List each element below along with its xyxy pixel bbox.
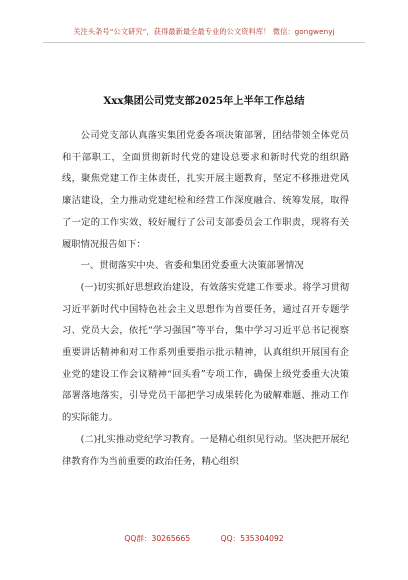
document-body: [62, 125, 349, 472]
paragraph-intro: 公司党支部认真落实集团党委各项决策部署，团结带领全体党员和干部职工，全面贯彻新时代党的建设总要求和新时代党的组织路线，聚焦党建工作主体责任，扎实开展主题教育，坚定不移推进党风廉洁建设，全力推动党建纪检和经营工作深度融合、统筹发展，取得了一定的工作实效，较好履行了公司支部委员会工作职责，现将有关履职情况报告如下：: [62, 130, 349, 250]
page-footer: [0, 533, 408, 544]
footer-qq: QQ：535304092: [220, 534, 284, 543]
footer-qq-group: QQ群：30265665: [124, 534, 191, 543]
paragraph-political-building: (一)切实抓好思想政治建设，有效落实党建工作要求。将学习贯彻习近平新时代中国特色社会主义思想作为首要任务，通过召开专题学习、党员大会，依托“学习强国”等平台，集中学习习近平总书记视察重要讲话精神和对工作系列重要指示批示精神，认真组织开展国有企业党的建设工作会议精神“回头看”专项工作，确保上级党委重大决策部署落地落实，引导党员干部把学习成果转化为破解难题、推动工作的实际能力。: [62, 281, 349, 424]
paragraph-discipline-education: (二)扎实推动党纪学习教育。一是精心组织见行动。坚决把开展纪律教育作为当前重要的政治任务，精心组织: [62, 433, 349, 467]
header-notice: 关注头条号“公文研究”，获得最新最全最专业的公文资料库！ 微信：gongwenyj: [73, 27, 335, 36]
page-header: [0, 0, 408, 60]
header-divider: [43, 42, 365, 43]
section-heading-1: 一、贯彻落实中央、省委和集团党委重大决策部署情况: [80, 260, 304, 272]
document-title: Xxx集团公司党支部2025年上半年工作总结: [103, 95, 305, 107]
